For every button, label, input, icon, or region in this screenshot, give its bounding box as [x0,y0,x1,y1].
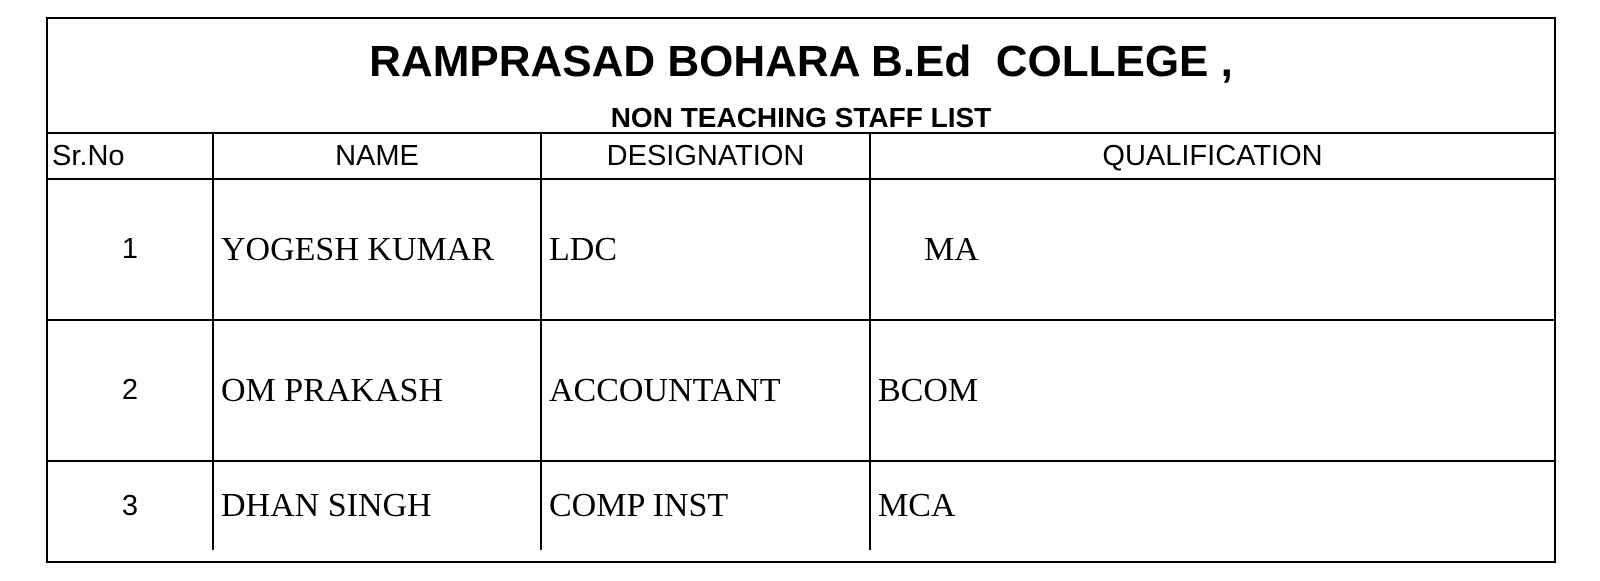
cell-designation: COMP INST [541,461,870,550]
cell-qualification: MA [870,179,1554,320]
header-row [48,134,1554,179]
college-title: RAMPRASAD BOHARA B.Ed COLLEGE , [369,36,1233,86]
cell-designation: LDC [541,179,870,320]
cell-designation: ACCOUNTANT [541,320,870,461]
cell-name: YOGESH KUMAR [213,179,541,320]
table-row [48,179,1554,320]
table-row [48,320,1554,461]
cell-srno: 3 [48,461,213,550]
cell-qualification: MCA [870,461,1554,550]
cell-srno: 1 [48,179,213,320]
cell-qualification: BCOM [870,320,1554,461]
table-row [48,461,1554,550]
header-designation: DESIGNATION [541,134,870,179]
cell-name: DHAN SINGH [213,461,541,550]
cell-name: OM PRAKASH [213,320,541,461]
staff-table [48,134,1554,550]
header-srno: Sr.No [48,134,213,179]
header-qualification: QUALIFICATION [870,134,1554,179]
staff-list-sheet [46,17,1556,563]
list-subtitle: NON TEACHING STAFF LIST [48,104,1554,134]
cell-srno: 2 [48,320,213,461]
header-name: NAME [213,134,541,179]
